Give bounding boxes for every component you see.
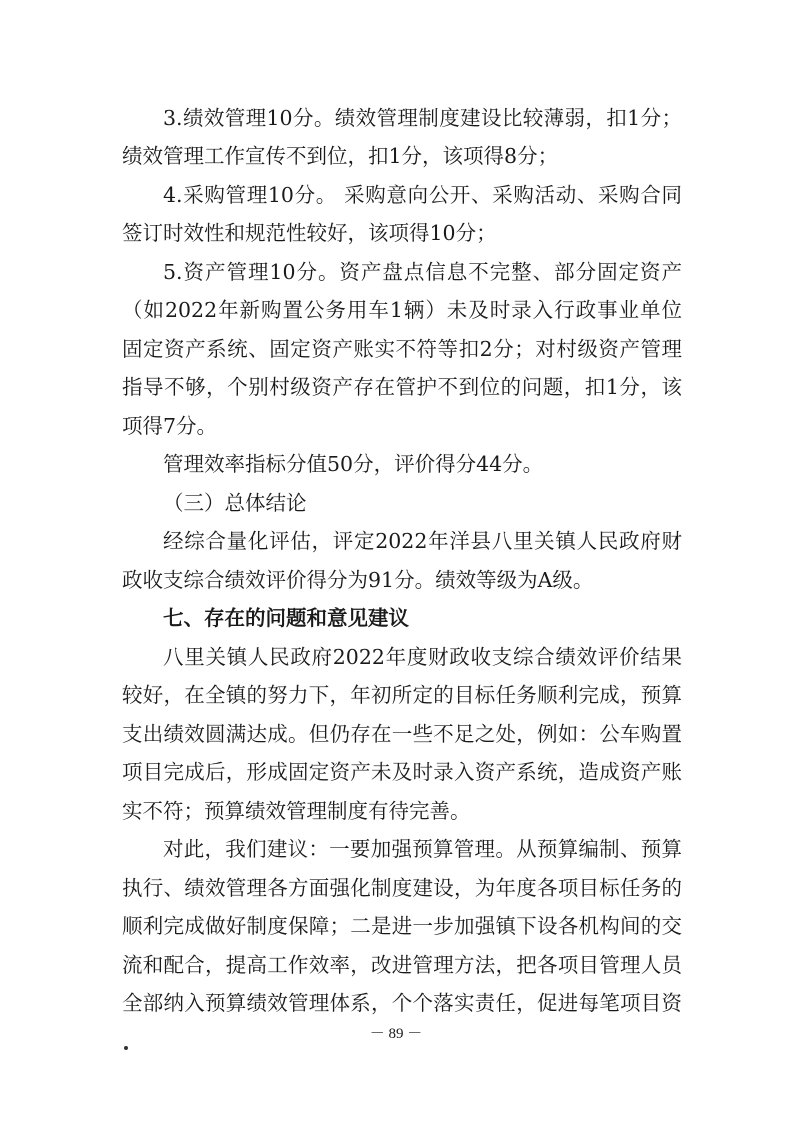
margin-dot (124, 1046, 128, 1050)
text-line: 全部纳入预算绩效管理体系，个个落实责任，促进每笔项目资 (122, 991, 682, 1015)
text-line: 管理效率指标分值50分，评价得分44分。 (163, 452, 544, 476)
text-line: 实不符；预算绩效管理制度有待完善。 (122, 799, 471, 823)
section-heading: 七、存在的问题和意见建议 (163, 606, 409, 630)
text-line: 经综合量化评估，评定2022年洋县八里关镇人民政府财 (163, 529, 682, 553)
text-line: 政收支综合绩效评价得分为91分。绩效等级为A级。 (122, 568, 594, 592)
text-line: 固定资产系统、固定资产账实不符等扣2分；对村级资产管理 (122, 337, 682, 361)
text-line: 支出绩效圆满达成。但仍存在一些不足之处，例如：公车购置 (122, 722, 682, 746)
text-line: 流和配合，提高工作效率，改进管理方法，把各项目管理人员 (122, 953, 682, 977)
subsection-heading: （三）总体结论 (163, 491, 307, 515)
text-line: 指导不够，个别村级资产存在管护不到位的问题，扣1分，该 (122, 375, 682, 399)
text-line: 顺利完成做好制度保障；二是进一步加强镇下设各机构间的交 (122, 914, 682, 938)
text-line: 绩效管理工作宣传不到位，扣1分，该项得8分； (122, 144, 559, 168)
text-line: 八里关镇人民政府2022年度财政收支综合绩效评价结果 (163, 645, 682, 669)
text-line: 4.采购管理10分。 采购意向公开、采购活动、采购合同 (163, 183, 682, 207)
text-line: 较好，在全镇的努力下，年初所定的目标任务顺利完成，预算 (122, 683, 682, 707)
text-line: 执行、绩效管理各方面强化制度建设，为年度各项目标任务的 (122, 876, 682, 900)
text-line: 5.资产管理10分。资产盘点信息不完整、部分固定资产 (163, 260, 682, 284)
text-line: 3.绩效管理10分。绩效管理制度建设比较薄弱，扣1分； (163, 106, 682, 130)
page-number: － 89 － (369, 1026, 423, 1042)
text-line: 项得7分。 (122, 414, 218, 438)
text-line: （如2022年新购置公务用车1辆）未及时录入行政事业单位 (122, 298, 682, 322)
text-line: 签订时效性和规范性较好，该项得10分； (122, 221, 497, 245)
text-line: 项目完成后，形成固定资产未及时录入资产系统，造成资产账 (122, 760, 682, 784)
text-line: 对此，我们建议：一要加强预算管理。从预算编制、预算 (163, 837, 682, 861)
